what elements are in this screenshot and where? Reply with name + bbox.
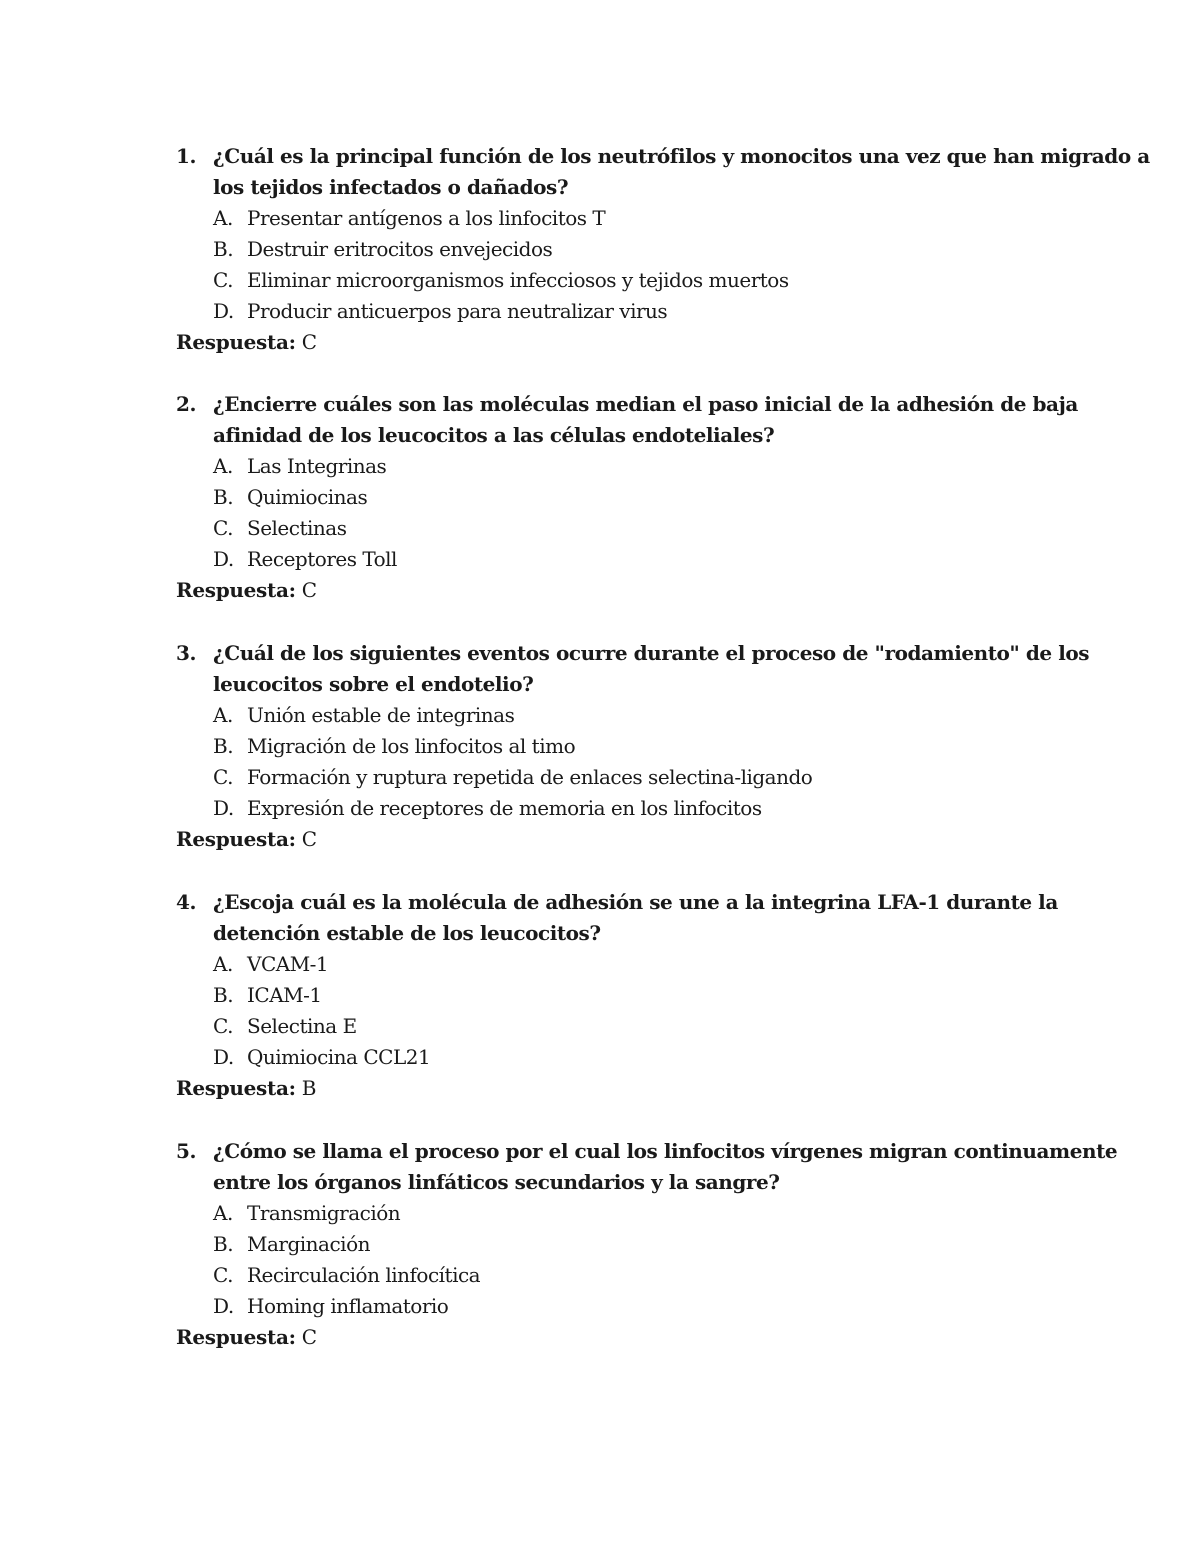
answer-value: C xyxy=(301,578,317,602)
option-c xyxy=(176,513,1096,544)
option-letter: A. xyxy=(213,952,233,976)
answer-label: Respuesta: xyxy=(176,330,296,354)
option-letter: C. xyxy=(213,765,233,789)
option-letter: C. xyxy=(213,1263,233,1287)
option-text: Transmigración xyxy=(247,1201,401,1225)
question-text-line xyxy=(176,420,1096,451)
question-2 xyxy=(176,389,1096,606)
question-text-line xyxy=(176,887,1096,918)
question-text: ¿Cuál de los siguientes eventos ocurre durante el proceso de "rodamiento" de los xyxy=(213,641,1090,665)
answer-value: C xyxy=(301,827,317,851)
question-number: 4. xyxy=(176,890,196,914)
option-text: Marginación xyxy=(247,1232,370,1256)
option-d xyxy=(176,1042,1096,1073)
option-text: Formación y ruptura repetida de enlaces selectina-ligando xyxy=(247,765,813,789)
option-text: Selectinas xyxy=(247,516,347,540)
question-text: ¿Escoja cuál es la molécula de adhesión se une a la integrina LFA-1 durante la xyxy=(213,890,1058,914)
question-text: los tejidos infectados o dañados? xyxy=(213,175,569,199)
option-c xyxy=(176,762,1096,793)
option-c xyxy=(176,1011,1096,1042)
option-b xyxy=(176,1229,1096,1260)
option-letter: D. xyxy=(213,299,234,323)
option-text: Quimiocina CCL21 xyxy=(247,1045,431,1069)
option-a xyxy=(176,949,1096,980)
option-letter: A. xyxy=(213,454,233,478)
option-letter: A. xyxy=(213,206,233,230)
option-a xyxy=(176,1198,1096,1229)
question-text-line xyxy=(176,918,1096,949)
question-text: detención estable de los leucocitos? xyxy=(213,921,601,945)
question-number: 1. xyxy=(176,144,196,168)
option-text: Homing inflamatorio xyxy=(247,1294,449,1318)
answer-line xyxy=(176,1322,1096,1353)
question-text-line xyxy=(176,141,1150,172)
answer-value: C xyxy=(301,1325,317,1349)
question-text-line xyxy=(176,1136,1118,1167)
option-d xyxy=(176,544,1096,575)
option-text: ICAM-1 xyxy=(247,983,322,1007)
option-text: Recirculación linfocítica xyxy=(247,1263,481,1287)
question-text: afinidad de los leucocitos a las células endoteliales? xyxy=(213,423,775,447)
option-text: Presentar antígenos a los linfocitos T xyxy=(247,206,606,230)
question-number: 2. xyxy=(176,392,196,416)
answer-value: B xyxy=(301,1076,317,1100)
question-text-line xyxy=(176,669,1096,700)
question-text: ¿Encierre cuáles son las moléculas median el paso inicial de la adhesión de baja xyxy=(213,392,1078,416)
option-letter: D. xyxy=(213,547,234,571)
option-text: Receptores Toll xyxy=(247,547,397,571)
option-text: Las Integrinas xyxy=(247,454,387,478)
question-text-line xyxy=(176,1167,1096,1198)
question-1 xyxy=(176,141,1150,358)
option-text: Migración de los linfocitos al timo xyxy=(247,734,576,758)
question-text: ¿Cómo se llama el proceso por el cual los linfocitos vírgenes migran continuamente xyxy=(213,1139,1118,1163)
option-c xyxy=(176,1260,1096,1291)
option-letter: B. xyxy=(213,1232,234,1256)
answer-label: Respuesta: xyxy=(176,1076,296,1100)
question-4 xyxy=(176,887,1096,1104)
option-text: Selectina E xyxy=(247,1014,357,1038)
answer-line xyxy=(176,575,1096,606)
option-text: Producir anticuerpos para neutralizar virus xyxy=(247,299,668,323)
question-3 xyxy=(176,638,1096,855)
answer-label: Respuesta: xyxy=(176,827,296,851)
option-letter: C. xyxy=(213,516,233,540)
option-a xyxy=(176,203,1096,234)
option-a xyxy=(176,451,1096,482)
option-letter: D. xyxy=(213,1045,234,1069)
option-b xyxy=(176,731,1096,762)
answer-label: Respuesta: xyxy=(176,1325,296,1349)
answer-line xyxy=(176,824,1096,855)
answer-label: Respuesta: xyxy=(176,578,296,602)
option-b xyxy=(176,482,1096,513)
question-text: ¿Cuál es la principal función de los neutrófilos y monocitos una vez que han migrado a xyxy=(213,144,1150,168)
option-text: VCAM-1 xyxy=(247,952,329,976)
option-letter: A. xyxy=(213,1201,233,1225)
option-letter: C. xyxy=(213,268,233,292)
answer-line xyxy=(176,327,1096,358)
option-d xyxy=(176,793,1096,824)
option-letter: D. xyxy=(213,1294,234,1318)
option-b xyxy=(176,980,1096,1011)
option-letter: B. xyxy=(213,734,234,758)
question-text: leucocitos sobre el endotelio? xyxy=(213,672,534,696)
option-letter: C. xyxy=(213,1014,233,1038)
option-text: Quimiocinas xyxy=(247,485,368,509)
question-number: 3. xyxy=(176,641,196,665)
answer-value: C xyxy=(301,330,317,354)
option-text: Destruir eritrocitos envejecidos xyxy=(247,237,553,261)
option-letter: A. xyxy=(213,703,233,727)
option-text: Eliminar microorganismos infecciosos y tejidos muertos xyxy=(247,268,789,292)
option-letter: B. xyxy=(213,983,234,1007)
option-c xyxy=(176,265,1096,296)
question-text: entre los órganos linfáticos secundarios y la sangre? xyxy=(213,1170,780,1194)
question-text-line xyxy=(176,172,1096,203)
option-letter: B. xyxy=(213,237,234,261)
option-letter: B. xyxy=(213,485,234,509)
answer-line xyxy=(176,1073,1096,1104)
option-text: Unión estable de integrinas xyxy=(247,703,515,727)
option-a xyxy=(176,700,1096,731)
option-b xyxy=(176,234,1096,265)
question-text-line xyxy=(176,389,1096,420)
option-d xyxy=(176,296,1096,327)
question-text-line xyxy=(176,638,1096,669)
question-5 xyxy=(176,1136,1118,1353)
option-text: Expresión de receptores de memoria en los linfocitos xyxy=(247,796,762,820)
option-letter: D. xyxy=(213,796,234,820)
option-d xyxy=(176,1291,1096,1322)
question-number: 5. xyxy=(176,1139,196,1163)
